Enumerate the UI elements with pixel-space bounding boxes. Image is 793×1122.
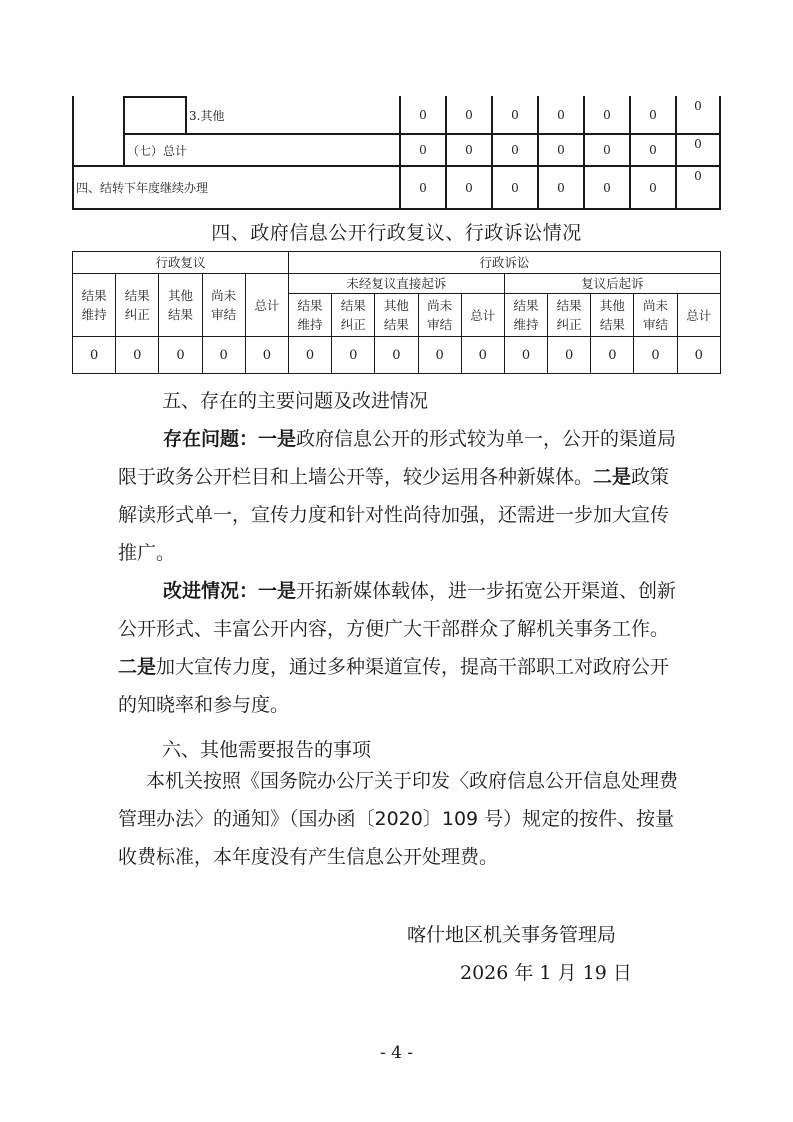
header-cell: 其他 结果 [375,294,418,337]
table-border [123,96,186,98]
header-direct-suit: 未经复议直接起诉 [288,274,504,294]
table-cell: 0 [694,137,702,151]
table-border [185,96,187,134]
header-cell: 结果 维持 [504,294,547,337]
header-cell: 总计 [677,294,720,337]
label-second: 二是 [118,656,157,678]
text-problem-2: 政策解读形式单一，宣传力度和针对性尚待加强，还需进一步加大宣传推广。 [118,466,670,564]
table-cell: 0 [591,337,634,374]
text-improvement-1: 开拓新媒体载体，进一步拓宽公开渠道、创新公开形式、丰富公开内容，方便广大干部群众了解机关事务工作。 [118,580,677,640]
table-border [123,96,125,166]
table-cell: 0 [116,337,159,374]
header-admin-litigation: 行政诉讼 [288,252,720,274]
table-cell: 0 [548,337,591,374]
section-heading-problems: 五、存在的主要问题及改进情况 [162,390,429,412]
table-cell: 0 [603,143,611,157]
table-cell: 0 [332,337,375,374]
row-label: 四、结转下年度继续办理 [76,181,209,195]
header-cell: 结果 纠正 [548,294,591,337]
header-cell: 结果 纠正 [116,274,159,337]
header-cell: 结果 纠正 [332,294,375,337]
table-cell: 0 [603,108,611,122]
table-cell: 0 [694,169,702,183]
review-litigation-table [72,251,721,374]
table-cell: 0 [649,143,657,157]
row-label: 3.其他 [189,108,225,123]
header-cell: 其他 结果 [591,294,634,337]
table-cell: 0 [465,143,473,157]
table-cell: 0 [419,143,427,157]
table-cell: 0 [511,108,519,122]
header-cell: 总计 [245,274,288,337]
table-cell: 0 [418,337,461,374]
table-cell: 0 [557,143,565,157]
label-improvements: 改进情况： [163,580,259,602]
header-cell: 结果 维持 [288,294,331,337]
table-cell: 0 [419,108,427,122]
table-cell: 0 [557,180,565,195]
text-improvement-2: 加大宣传力度，通过多种渠道宣传，提高干部职工对政府公开的知晓率和参与度。 [118,656,670,716]
table-cell: 0 [202,337,245,374]
section-heading-other-matters: 六、其他需要报告的事项 [162,739,372,761]
header-admin-review: 行政复议 [73,252,289,274]
table-cell: 0 [288,337,331,374]
table-cell: 0 [419,180,427,195]
table-cell: 0 [677,337,720,374]
section-heading-review-litigation: 四、政府信息公开行政复议、行政诉讼情况 [211,222,582,244]
table-cell: 0 [159,337,202,374]
table-cell: 0 [603,180,611,195]
table-cell: 0 [557,108,565,122]
disposal-table-continuation [72,96,720,209]
table-cell: 0 [375,337,418,374]
table-cell: 0 [649,180,657,195]
text-problem-1: 政府信息公开的形式较为单一，公开的渠道局限于政务公开栏目和上墙公开等，较少运用各种新媒体。 [118,428,677,488]
header-cell: 尚未 审结 [634,294,677,337]
table-cell: 0 [694,99,702,113]
table-border [72,96,74,209]
signature-date: 2026 年 1 月 19 日 [460,962,632,984]
label-first: 一是 [258,428,297,450]
paragraph-problems [118,420,678,572]
header-cell: 其他 结果 [159,274,202,337]
header-suit-after-review: 复议后起诉 [504,274,720,294]
table-cell: 0 [649,108,657,122]
table-cell: 0 [634,337,677,374]
paragraph-other-matters: 本机关按照《国务院办公厅关于印发〈政府信息公开信息处理费管理办法〉的通知》（国办函〔2020〕109 号）规定的按件、按量收费标准，本年度没有产生信息公开处理费。 [118,770,679,868]
row-label: （七）总计 [127,143,188,158]
label-problems: 存在问题： [163,428,259,450]
table-cell: 0 [465,108,473,122]
header-cell: 尚未 审结 [418,294,461,337]
page-number: - 4 - [379,1043,414,1063]
signature-organization: 喀什地区机关事务管理局 [407,924,617,946]
table-cell: 0 [465,180,473,195]
header-cell: 结果 维持 [73,274,116,337]
table-cell: 0 [245,337,288,374]
label-first: 一是 [258,580,297,602]
table-cell: 0 [461,337,504,374]
table-cell: 0 [504,337,547,374]
header-cell: 尚未 审结 [202,274,245,337]
table-cell: 0 [73,337,116,374]
paragraph-improvements [118,572,678,724]
table-cell: 0 [511,143,519,157]
table-cell: 0 [511,180,519,195]
header-cell: 总计 [461,294,504,337]
label-second: 二是 [593,466,632,488]
